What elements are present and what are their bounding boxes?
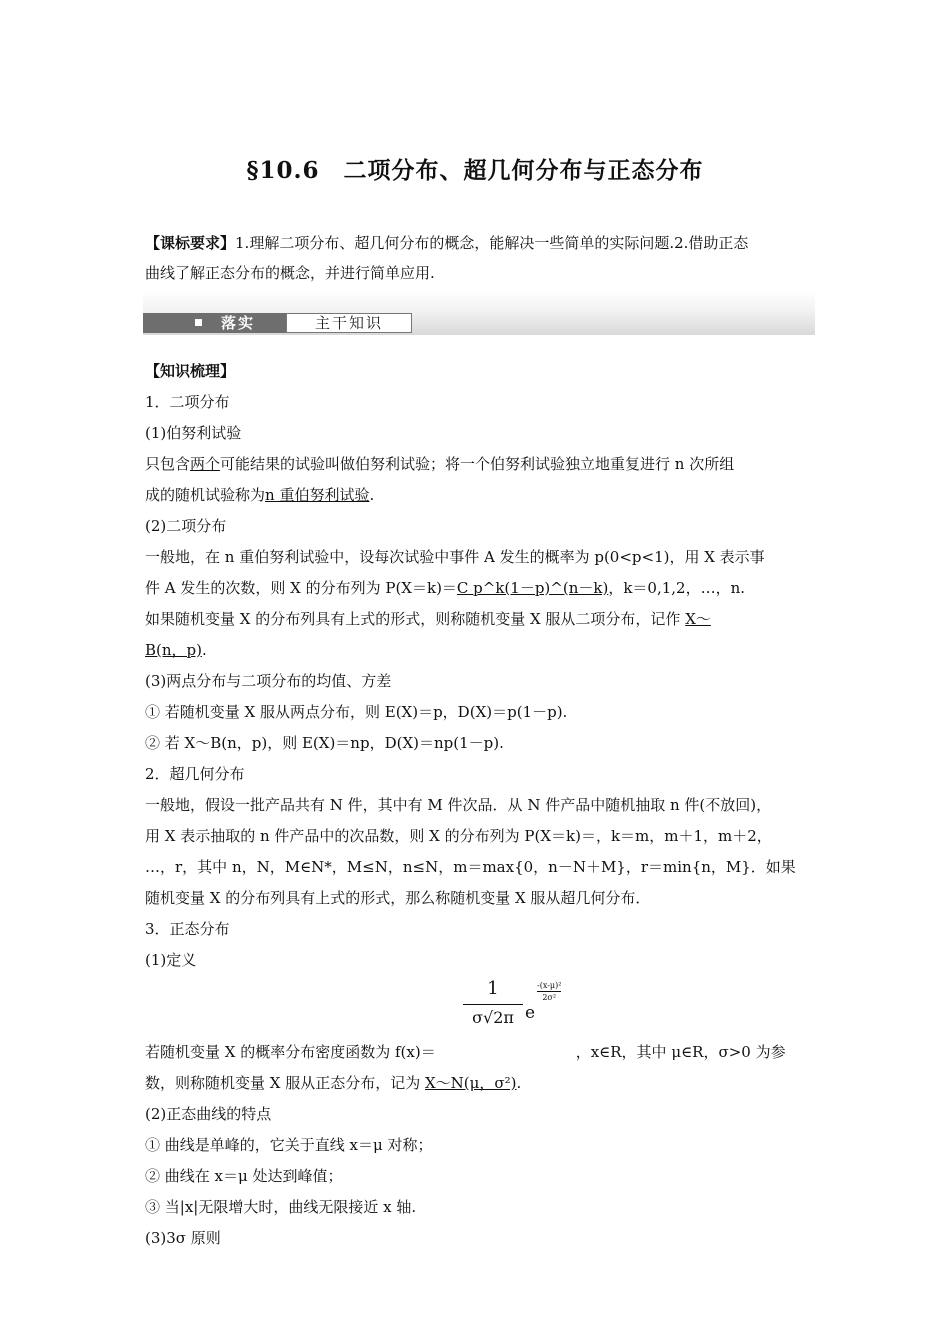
underlined-answer: X～N(μ，σ²) xyxy=(425,1074,517,1092)
underlined-answer: X～ xyxy=(685,610,711,628)
exponent-fraction xyxy=(537,980,561,1003)
fraction-bar xyxy=(463,1004,523,1005)
exponent-numerator: -(x-μ)² xyxy=(537,981,562,990)
underlined-answer: n 重伯努利试验 xyxy=(265,486,370,504)
normal-density-line xyxy=(145,976,815,1068)
subheading-definition: (1)定义 xyxy=(145,951,197,969)
section-banner xyxy=(143,291,815,335)
text: 件 A 发生的次数，则 X 的分布列为 P(X＝k)＝ xyxy=(145,579,457,597)
banner-dark-tab xyxy=(143,313,286,333)
underlined-answer: 两个 xyxy=(190,455,221,473)
underlined-formula: C p^k(1－p)^(n－k) xyxy=(456,579,609,597)
text: . xyxy=(516,1074,522,1092)
hyper-line-3: …，r，其中 n，N，M∈N*，M≤N，n≤N，m＝max{0，n－N＋M}，r＝min{n，M}．如果 xyxy=(145,858,796,876)
exponent-denominator: 2σ² xyxy=(537,991,561,1003)
hyper-line-2: 用 X 表示抽取的 n 件产品中的次品数，则 X 的分布列为 P(X＝k)＝，k＝m，m＋1，m＋2， xyxy=(145,827,772,845)
subheading-bernoulli: (1)伯努利试验 xyxy=(145,424,242,442)
bernoulli-line-2 xyxy=(145,480,815,511)
underlined-answer: B(n，p) xyxy=(145,641,202,659)
curve-feature-1: ① 曲线是单峰的，它关于直线 x＝μ 对称； xyxy=(145,1136,433,1154)
text: 若随机变量 X 的概率分布密度函数为 f(x)＝ xyxy=(145,1043,436,1061)
requirement-line-2: 曲线了解正态分布的概念，并进行简单应用. xyxy=(145,264,435,282)
heading-binomial: 1．二项分布 xyxy=(145,393,230,411)
text: 如果随机变量 X 的分布列具有上式的形式，则称随机变量 X 服从二项分布，记作 xyxy=(145,610,686,628)
two-point-item: ① 若随机变量 X 服从两点分布，则 E(X)＝p，D(X)＝p(1－p). xyxy=(145,703,568,721)
text: ，x∈R，其中 μ∈R，σ>0 为参 xyxy=(575,1043,786,1061)
bernoulli-line-1 xyxy=(145,449,815,480)
curve-feature-2: ② 曲线在 x＝μ 处达到峰值； xyxy=(145,1167,343,1185)
text: ，k＝0,1,2，…，n. xyxy=(608,579,745,597)
subheading-3-sigma: (3)3σ 原则 xyxy=(145,1229,221,1247)
text: 只包含 xyxy=(145,455,191,473)
binomial-line-2 xyxy=(145,573,815,604)
knowledge-content xyxy=(145,356,815,1254)
requirement-line-1: 1.理解二项分布、超几何分布的概念，能解决一些简单的实际问题.2.借助正态 xyxy=(235,234,749,252)
hyper-line-4: 随机变量 X 的分布列具有上式的形式，那么称随机变量 X 服从超几何分布． xyxy=(145,889,651,907)
section-heading: 【知识梳理】 xyxy=(145,362,236,380)
binomial-mean-item: ② 若 X～B(n，p)，则 E(X)＝np，D(X)＝np(1－p). xyxy=(145,734,504,752)
curriculum-requirement xyxy=(145,228,815,288)
subheading-mean-variance: (3)两点分布与二项分布的均值、方差 xyxy=(145,672,392,690)
subheading-curve-features: (2)正态曲线的特点 xyxy=(145,1105,272,1123)
text: . xyxy=(369,486,375,504)
curve-feature-3: ③ 当|x|无限增大时，曲线无限接近 x 轴. xyxy=(145,1198,417,1216)
page-title: §10.6 二项分布、超几何分布与正态分布 xyxy=(246,157,704,184)
hyper-line-1: 一般地，假设一批产品共有 N 件，其中有 M 件次品．从 N 件产品中随机抽取 n 件(不放回)， xyxy=(145,796,772,814)
subheading-binomial-distribution: (2)二项分布 xyxy=(145,517,227,535)
binomial-line-4 xyxy=(145,635,815,666)
normal-def-line-2 xyxy=(145,1068,815,1099)
square-bullet-icon xyxy=(195,319,202,326)
text: 数，则称随机变量 X 服从正态分布，记为 xyxy=(145,1074,425,1092)
text: . xyxy=(202,641,207,659)
banner-dark-label: 落实 xyxy=(221,314,256,332)
binomial-line-1: 一般地，在 n 重伯努利试验中，设每次试验中事件 A 发生的概率为 p(0<p<1)，用 X 表示事 xyxy=(145,548,765,566)
density-text xyxy=(145,1037,786,1068)
requirement-label: 【课标要求】 xyxy=(145,234,236,252)
fraction-numerator: 1 xyxy=(487,978,499,999)
exponential-base: e xyxy=(525,1003,536,1023)
text: 可能结果的试验叫做伯努利试验；将一个伯努利试验独立地重复进行 n 次所组 xyxy=(220,455,735,473)
banner-light-label: 主干知识 xyxy=(286,313,412,333)
density-fraction xyxy=(463,976,523,1029)
heading-normal: 3．正态分布 xyxy=(145,920,230,938)
binomial-line-3 xyxy=(145,604,815,635)
text: 成的随机试验称为 xyxy=(145,486,266,504)
fraction-denominator: σ√2π xyxy=(472,1008,514,1027)
heading-hypergeometric: 2．超几何分布 xyxy=(145,765,245,783)
